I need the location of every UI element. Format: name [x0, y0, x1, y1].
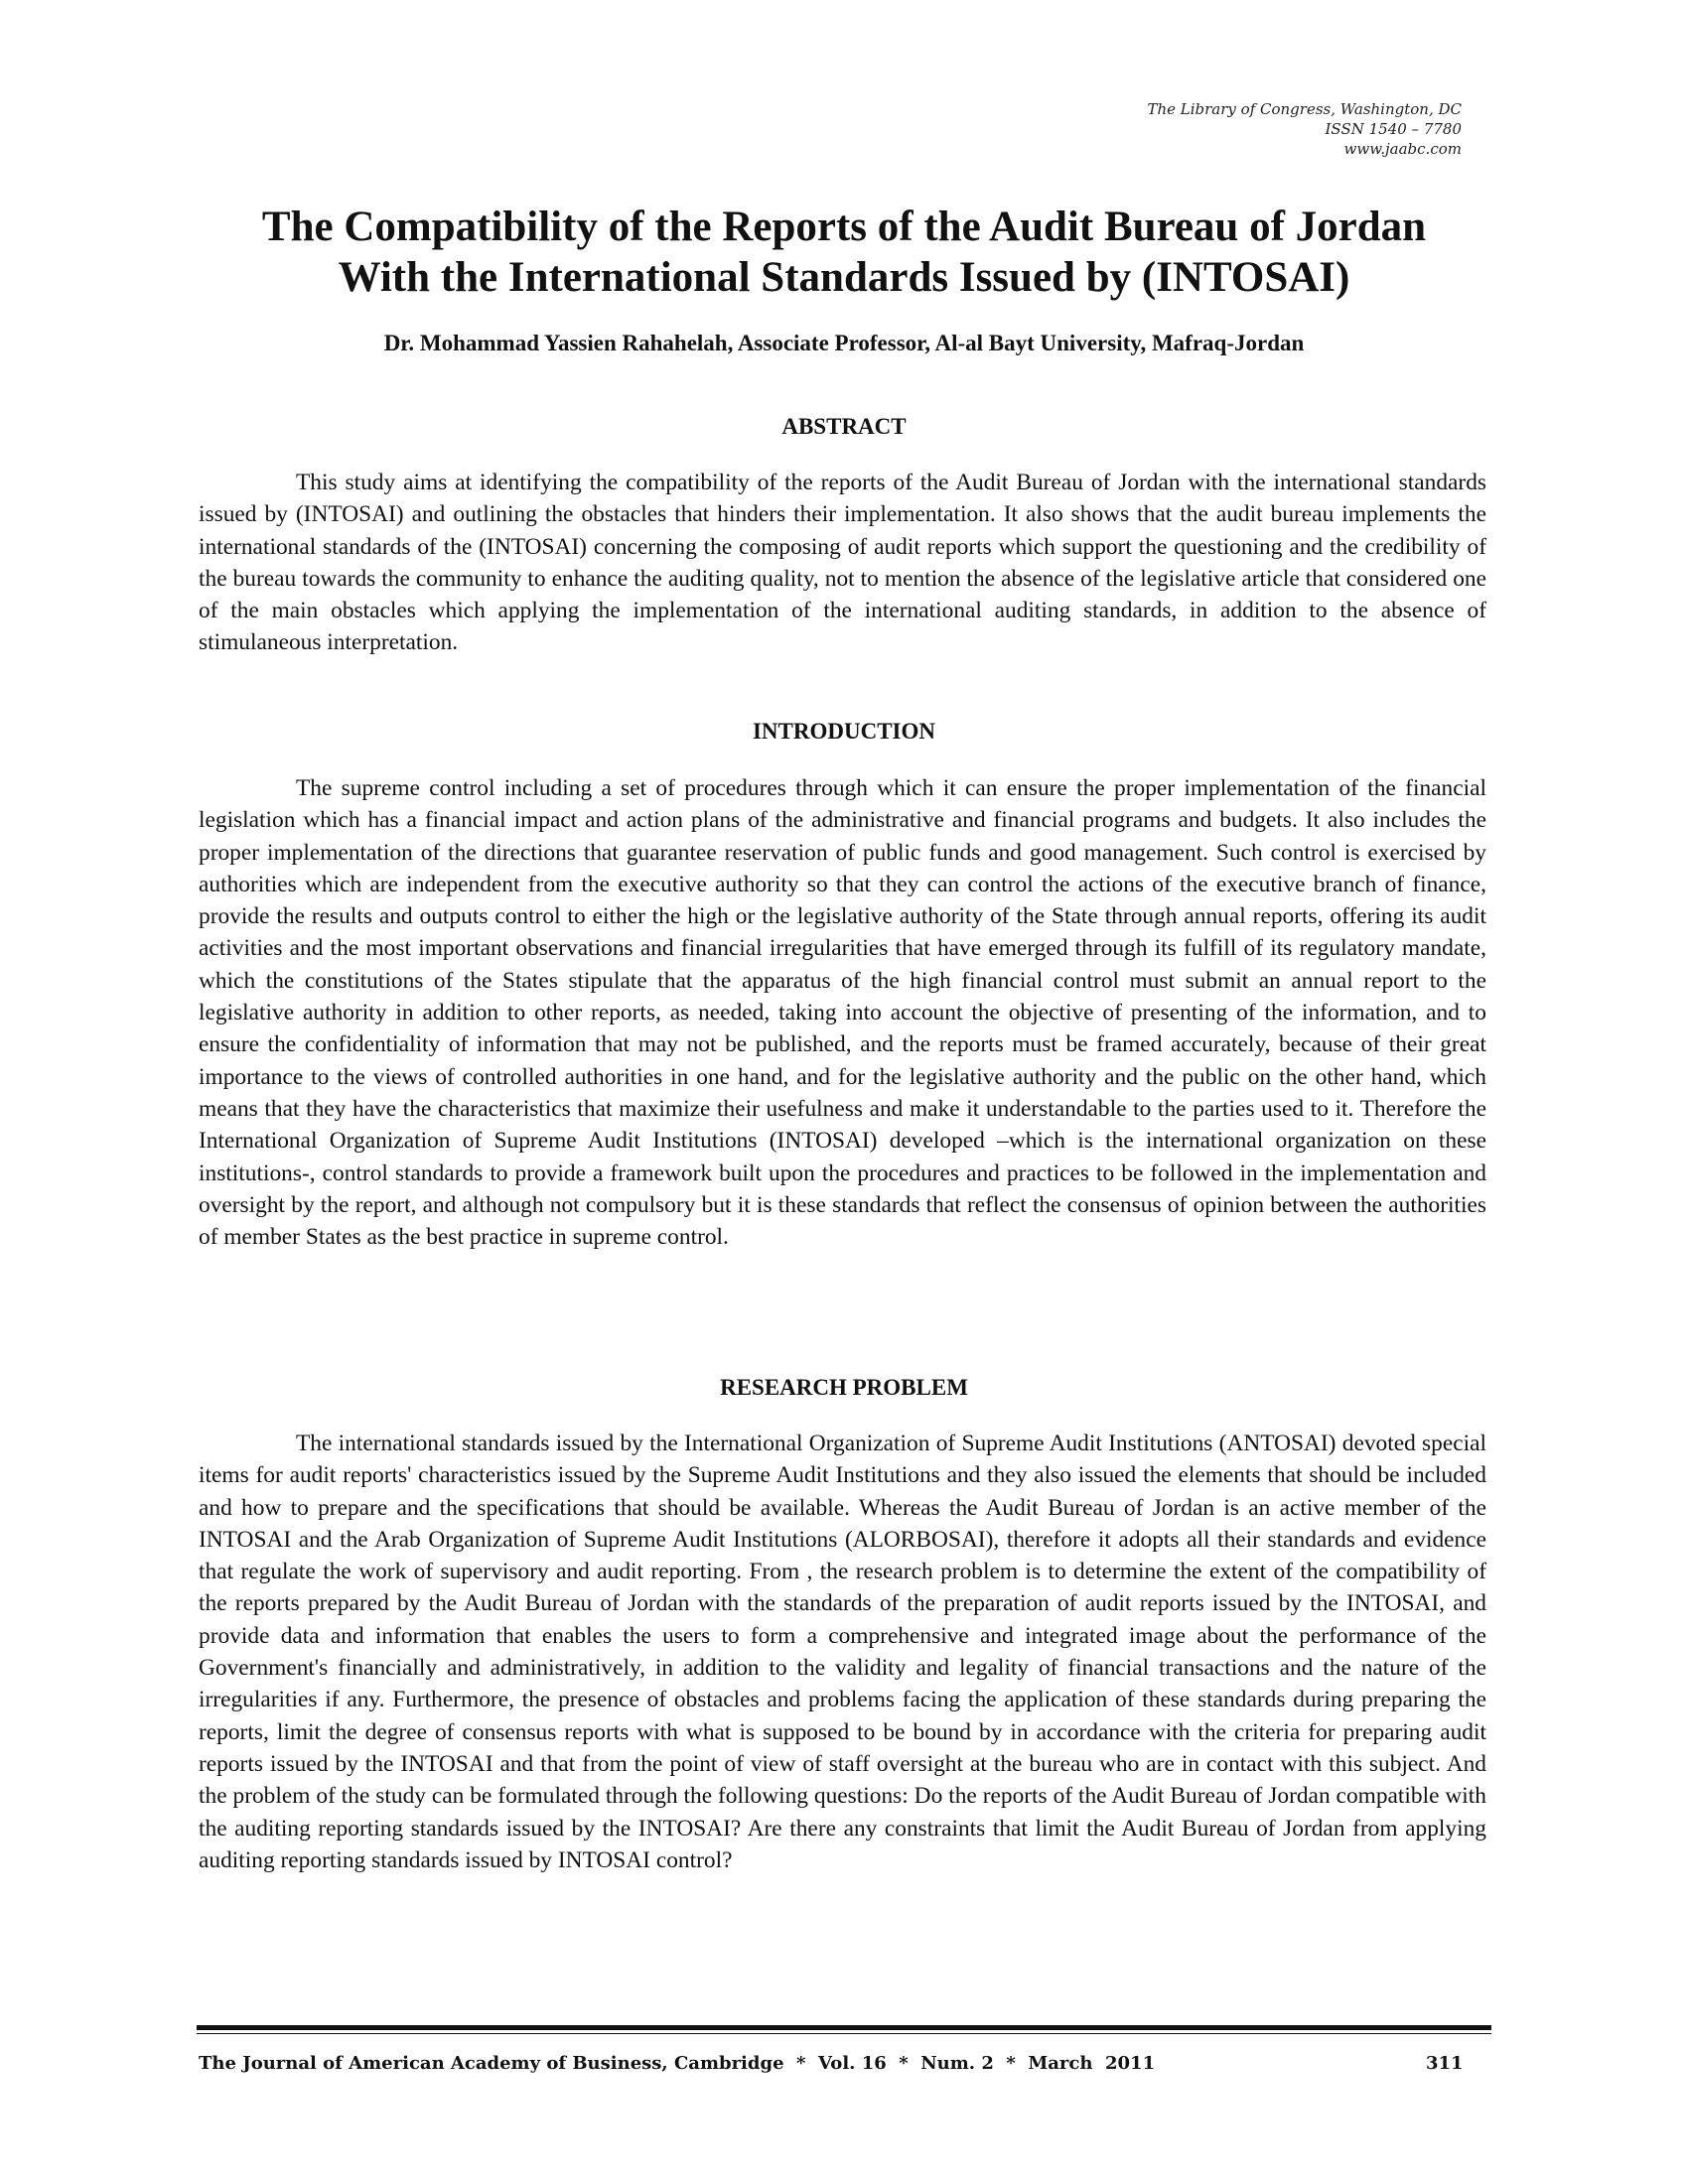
header-issn-line: ISSN 1540 – 7780	[1325, 120, 1462, 138]
research-problem-heading: RESEARCH PROBLEM	[720, 1375, 968, 1400]
abstract-paragraph: This study aims at identifying the compatibility of the reports of the Audit Bureau of Jordan with the international standards issued by (INTOSAI) and outlining the obstacles that hinders their implementation. It also shows that the audit bureau implements the international standards of the (INTOSAI) concerning the composing of audit reports which support the questioning and the credibility of the bureau towards the community to enhance the auditing quality, not to mention the absence of the legislative article that considered one of the main obstacles which applying the implementation of the international auditing standards, in addition to the absence of stimulaneous interpretation.	[199, 470, 1486, 656]
header-library-line: The Library of Congress, Washington, DC	[1147, 100, 1462, 118]
author-line: Dr. Mohammad Yassien Rahahelah, Associate Professor, Al-al Bayt University, Mafraq-Jordan	[383, 331, 1305, 355]
footer-citation: The Journal of American Academy of Business, Cambridge * Vol. 16 * Num. 2 * March 2011	[199, 2053, 1156, 2074]
footer-divider-thick	[197, 2025, 1491, 2030]
paper-title-line-2: With the International Standards Issued by (INTOSAI)	[338, 254, 1350, 301]
page-number: 311	[1426, 2053, 1464, 2074]
introduction-heading: INTRODUCTION	[752, 719, 936, 744]
paper-title	[199, 202, 1489, 303]
header-website-line: www.jaabc.com	[1343, 140, 1462, 158]
research-problem-paragraph: The international standards issued by the International Organization of Supreme Audit Institutions (ANTOSAI) devoted special items for audit reports' characteristics issued by the Supreme Audit Institutions and they also issued the elements that should be included and how to prepare and the specifications that should be available. Whereas the Audit Bureau of Jordan is an active member of the INTOSAI and the Arab Organization of Supreme Audit Institutions (ALORBOSAI), therefore it adopts all their standards and evidence that regulate the work of supervisory and audit reporting. From , the research problem is to determine the extent of the compatibility of the reports prepared by the Audit Bureau of Jordan with the standards of the preparation of audit reports issued by the INTOSAI, and provide data and information that enables the users to form a comprehensive and integrated image about the performance of the Government's financially and administratively, in addition to the validity and legality of financial transactions and the nature of the irregularities if any. Furthermore, the presence of obstacles and problems facing the application of these standards during preparing the reports, limit the degree of consensus reports with what is supposed to be bound by in accordance with the criteria for preparing audit reports issued by the INTOSAI and that from the point of view of staff oversight at the bureau who are in contact with this subject. And the problem of the study can be formulated through the following questions: Do the reports of the Audit Bureau of Jordan compatible with the auditing reporting standards issued by the INTOSAI? Are there any constraints that limit the Audit Bureau of Jordan from applying auditing reporting standards issued by INTOSAI control?	[199, 1431, 1486, 1873]
footer-divider-thin	[197, 2033, 1491, 2034]
introduction-paragraph: The supreme control including a set of procedures through which it can ensure the proper implementation of the financial legislation which has a financial impact and action plans of the administrative and financial programs and budgets. It also includes the proper implementation of the directions that guarantee reservation of public funds and good management. Such control is exercised by authorities which are independent from the executive authority so that they can control the actions of the executive branch of finance, provide the results and outputs control to either the high or the legislative authority of the State through annual reports, offering its audit activities and the most important observations and financial irregularities that have emerged through its fulfill of its regulatory mandate, which the constitutions of the States stipulate that the apparatus of the high financial control must submit an annual report to the legislative authority in addition to other reports, as needed, taking into account the objective of presenting of the information, and to ensure the confidentiality of information that may not be published, and the reports must be framed accurately, because of their great importance to the views of controlled authorities in one hand, and for the legislative authority and the public on the other hand, which means that they have the characteristics that maximize their usefulness and make it understandable to the parties used to it. Therefore the International Organization of Supreme Audit Institutions (INTOSAI) developed –which is the international organization on these institutions-, control standards to provide a framework built upon the procedures and practices to be followed in the implementation and oversight by the report, and although not compulsory but it is these standards that reflect the consensus of opinion between the authorities of member States as the best practice in supreme control.	[199, 775, 1486, 1251]
paper-title-line-1: The Compatibility of the Reports of the Audit Bureau of Jordan	[261, 204, 1427, 250]
abstract-heading: ABSTRACT	[781, 414, 907, 439]
journal-header-info	[1147, 99, 1462, 159]
